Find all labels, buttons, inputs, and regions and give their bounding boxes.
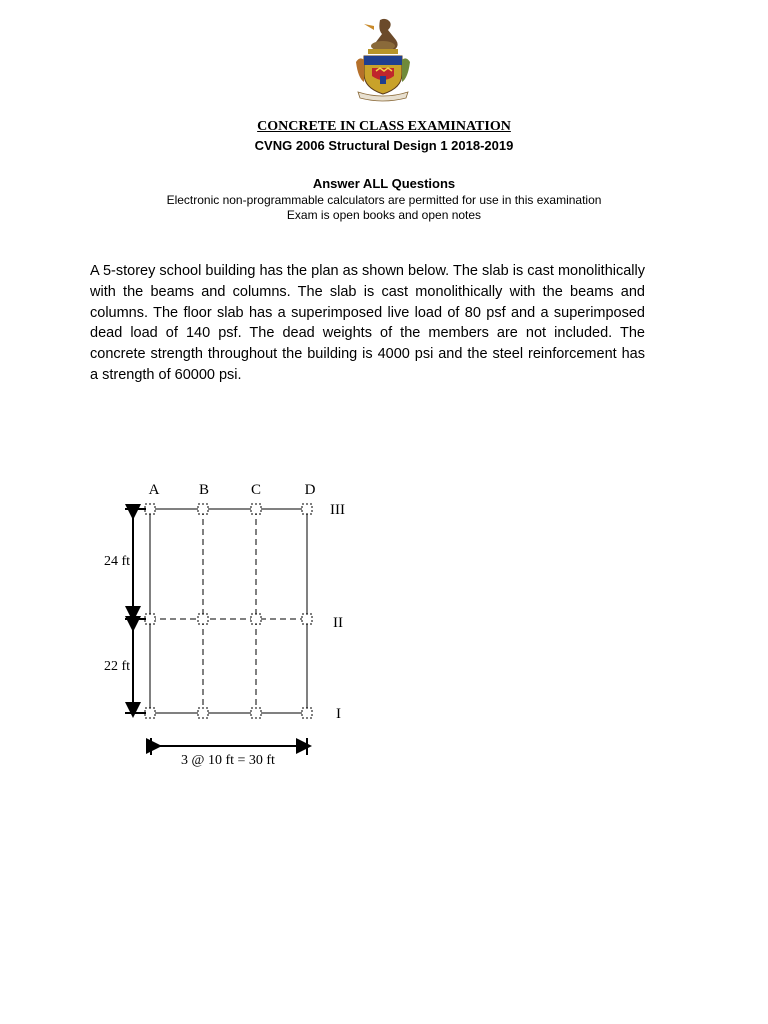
vertical-dimensions: [125, 509, 146, 713]
row-label-i: I: [336, 706, 341, 722]
dimension-lower-bay: 22 ft: [104, 659, 131, 674]
column: [302, 614, 312, 624]
column-label-b: B: [198, 482, 210, 498]
column: [198, 504, 208, 514]
column: [251, 614, 261, 624]
column: [302, 708, 312, 718]
calculator-note: Electronic non-programmable calculators are permitted for use in this examination: [166, 193, 602, 207]
exam-title: CONCRETE IN CLASS EXAMINATION: [257, 119, 511, 134]
column: [302, 504, 312, 514]
interior-beams: [150, 509, 307, 713]
column: [251, 504, 261, 514]
column: [198, 708, 208, 718]
column-label-a: A: [148, 482, 160, 498]
column: [145, 614, 155, 624]
column: [198, 614, 208, 624]
row-label-iii: III: [330, 502, 345, 518]
answer-all-heading: Answer ALL Questions: [312, 176, 456, 191]
open-book-note: Exam is open books and open notes: [286, 208, 482, 222]
course-line: CVNG 2006 Structural Design 1 2018-2019: [254, 138, 514, 153]
dimension-upper-bay: 24 ft: [104, 554, 131, 569]
problem-statement: A 5-storey school building has the plan as shown below. The slab is cast monolithically with the beams and columns. The slab is cast monolithically with the beams and columns. The floor slab has a superimposed live load of 80 psf and a superimposed dead load of 140 psf. The dead weights of the members are not included. The concrete strength throughout the building is 4000 psi and the steel reinforcement has a strength of 60000 psi.: [90, 263, 645, 383]
column-label-c: C: [250, 482, 262, 498]
columns: [145, 504, 312, 718]
column: [145, 504, 155, 514]
column: [145, 708, 155, 718]
dimension-bottom-span: 3 @ 10 ft = 30 ft: [181, 753, 275, 768]
row-label-ii: II: [333, 615, 343, 631]
column: [251, 708, 261, 718]
perimeter-beams: [150, 509, 307, 713]
column-label-d: D: [304, 482, 316, 498]
